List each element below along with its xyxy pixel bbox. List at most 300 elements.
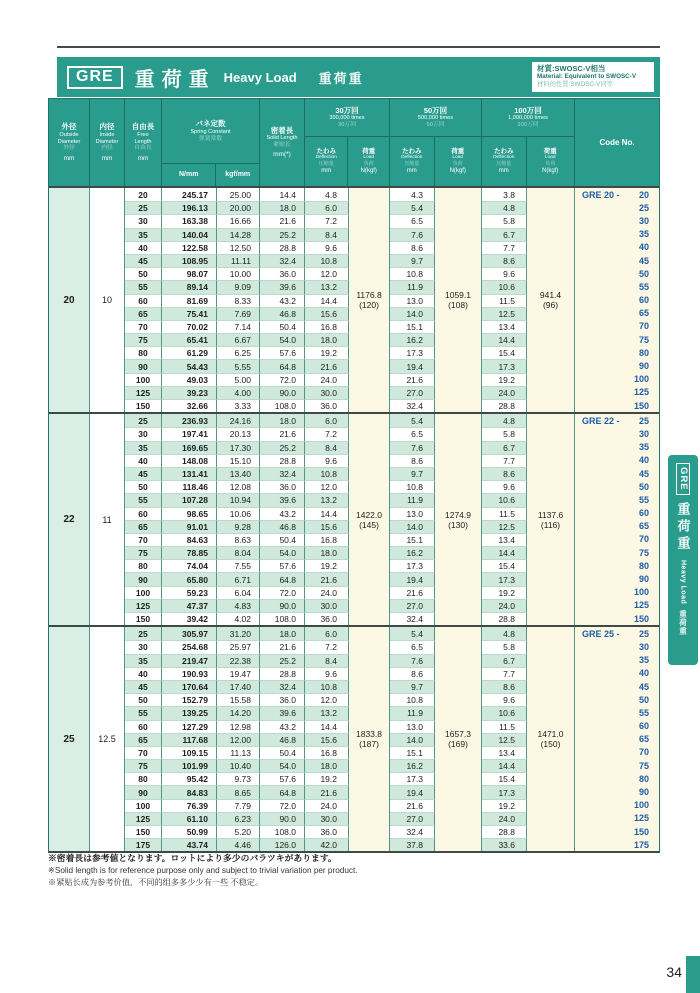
od-en1: Outside bbox=[59, 131, 79, 138]
spring-constant-n-cell: 152.79 bbox=[162, 693, 217, 706]
deflection-1m-cell: 13.4 bbox=[482, 746, 527, 759]
solid-length-cell: 32.4 bbox=[260, 254, 305, 267]
id-en2: Diameter bbox=[95, 138, 119, 145]
col-header-free-length bbox=[125, 99, 162, 186]
spring-constant-kgf-cell: 4.00 bbox=[217, 386, 260, 399]
load-1m-cell-value: 941.4 bbox=[539, 289, 562, 300]
free-length-cell: 35 bbox=[125, 441, 162, 454]
deflection-1m-cell: 28.8 bbox=[482, 825, 527, 838]
deflection-500k-cell: 11.9 bbox=[390, 280, 435, 293]
deflection-300k-cell: 13.2 bbox=[305, 493, 349, 506]
free-length-cell: 30 bbox=[125, 640, 162, 653]
code-suffix: 35 bbox=[638, 442, 649, 453]
load-500k-cell-kgf: (108) bbox=[448, 300, 468, 311]
deflection-500k-cell: 17.3 bbox=[390, 772, 435, 785]
solid-length-cell: 21.6 bbox=[260, 214, 305, 227]
code-suffix: 125 bbox=[633, 600, 649, 611]
load-jp: 荷重 bbox=[362, 147, 376, 155]
code-suffix: 45 bbox=[638, 255, 649, 266]
deflection-300k-cell: 16.8 bbox=[305, 533, 349, 546]
cyc500-en: 500,000 times bbox=[417, 115, 454, 122]
od-cell: 22 bbox=[49, 414, 90, 625]
deflection-500k-cell: 8.6 bbox=[390, 241, 435, 254]
load-unit: N(kgf) bbox=[542, 168, 559, 175]
deflection-500k-cell: 15.1 bbox=[390, 320, 435, 333]
spring-constant-kgf-cell: 14.28 bbox=[217, 228, 260, 241]
load-unit: N(kgf) bbox=[360, 168, 377, 175]
side-tab-title-cn: 重荷重 bbox=[678, 609, 688, 636]
spring-constant-kgf-cell: 7.14 bbox=[217, 320, 260, 333]
code-cell bbox=[575, 480, 659, 493]
code-cell bbox=[575, 359, 659, 372]
deflection-1m-cell: 7.7 bbox=[482, 667, 527, 680]
load-500k-cell-value: 1059.1 bbox=[445, 289, 471, 300]
col-header-outside-diameter bbox=[49, 99, 90, 186]
load-300k-cell bbox=[349, 627, 390, 851]
deflection-500k-cell: 6.5 bbox=[390, 214, 435, 227]
solid-length-cell: 126.0 bbox=[260, 838, 305, 851]
spring-constant-n-cell: 81.69 bbox=[162, 294, 217, 307]
deflection-1m-cell: 15.4 bbox=[482, 772, 527, 785]
deflection-500k-cell: 37.8 bbox=[390, 838, 435, 851]
spring-constant-kgf-cell: 13.40 bbox=[217, 467, 260, 480]
cyc1m-jp: 100万回 bbox=[514, 105, 542, 115]
deflection-1m-cell: 11.5 bbox=[482, 507, 527, 520]
free-unit: mm bbox=[137, 154, 149, 162]
spring-constant-kgf-cell: 10.40 bbox=[217, 759, 260, 772]
spring-constant-kgf-cell: 8.33 bbox=[217, 294, 260, 307]
deflection-300k-cell: 9.6 bbox=[305, 454, 349, 467]
material-line-cn: 材料的性質:SWOSC-V同等 bbox=[537, 81, 613, 89]
load-en: Load bbox=[363, 155, 375, 161]
spring-constant-kgf-cell: 17.40 bbox=[217, 680, 260, 693]
code-suffix: 150 bbox=[633, 613, 649, 624]
solid-length-cell: 28.8 bbox=[260, 454, 305, 467]
code-suffix: 55 bbox=[638, 494, 649, 505]
deflection-300k-cell: 21.6 bbox=[305, 572, 349, 585]
spring-constant-kgf-cell: 16.66 bbox=[217, 214, 260, 227]
code-suffix: 50 bbox=[638, 268, 649, 279]
spring-constant-kgf-cell: 10.00 bbox=[217, 267, 260, 280]
code-cell bbox=[575, 746, 659, 759]
top-rule bbox=[57, 46, 660, 48]
solid-length-cell: 36.0 bbox=[260, 267, 305, 280]
deflection-300k-cell: 36.0 bbox=[305, 612, 349, 625]
free-length-cell: 90 bbox=[125, 359, 162, 372]
size-group-od-25 bbox=[49, 625, 659, 851]
solid-length-cell: 25.2 bbox=[260, 441, 305, 454]
free-length-cell: 25 bbox=[125, 414, 162, 427]
code-suffix: 70 bbox=[638, 747, 649, 758]
free-length-cell: 80 bbox=[125, 559, 162, 572]
deflection-1m-cell: 14.4 bbox=[482, 546, 527, 559]
side-tab-series-badge: GRE bbox=[676, 463, 690, 495]
free-length-cell: 25 bbox=[125, 627, 162, 640]
solid-length-cell: 32.4 bbox=[260, 467, 305, 480]
deflection-300k-cell: 6.0 bbox=[305, 627, 349, 640]
title-band bbox=[57, 57, 660, 97]
free-cn: 自由長 bbox=[134, 145, 152, 152]
solid-en: Solid Length bbox=[266, 135, 298, 142]
code-suffix: 125 bbox=[633, 813, 649, 824]
deflection-1m-cell: 14.4 bbox=[482, 759, 527, 772]
spring-constant-kgf-cell: 10.06 bbox=[217, 507, 260, 520]
spring-constant-kgf-cell: 25.97 bbox=[217, 640, 260, 653]
spring-constant-n-cell: 98.07 bbox=[162, 267, 217, 280]
spring-constant-n-cell: 65.41 bbox=[162, 333, 217, 346]
deflection-1m-cell: 19.2 bbox=[482, 799, 527, 812]
spring-cn: 弹簧常数 bbox=[198, 135, 223, 142]
load-300k-cell bbox=[349, 414, 390, 625]
cyc500-cn: 50万回 bbox=[426, 122, 445, 129]
free-length-cell: 100 bbox=[125, 586, 162, 599]
page-title-cn: 重荷重 bbox=[318, 70, 364, 86]
deflection-1m-cell: 12.5 bbox=[482, 733, 527, 746]
spring-constant-kgf-cell: 12.00 bbox=[217, 733, 260, 746]
solid-length-cell: 39.6 bbox=[260, 493, 305, 506]
spring-constant-kgf-cell: 12.98 bbox=[217, 720, 260, 733]
code-cell bbox=[575, 667, 659, 680]
solid-length-cell: 36.0 bbox=[260, 693, 305, 706]
deflection-1m-cell: 13.4 bbox=[482, 320, 527, 333]
code-suffix: 65 bbox=[638, 521, 649, 532]
code-suffix: 75 bbox=[638, 547, 649, 558]
spring-constant-kgf-cell: 10.94 bbox=[217, 493, 260, 506]
deflection-1m-cell: 9.6 bbox=[482, 267, 527, 280]
code-cell bbox=[575, 825, 659, 838]
spring-constant-n-cell: 75.41 bbox=[162, 307, 217, 320]
solid-length-cell: 32.4 bbox=[260, 680, 305, 693]
deflection-300k-cell: 6.0 bbox=[305, 414, 349, 427]
deflection-500k-cell: 6.5 bbox=[390, 427, 435, 440]
spring-constant-n-cell: 148.08 bbox=[162, 454, 217, 467]
table-header bbox=[49, 99, 659, 188]
deflection-500k-cell: 17.3 bbox=[390, 346, 435, 359]
deflection-1m-cell: 8.6 bbox=[482, 467, 527, 480]
load-300k-cell-kgf: (187) bbox=[359, 739, 379, 750]
deflection-1m-cell: 10.6 bbox=[482, 280, 527, 293]
code-suffix: 60 bbox=[638, 721, 649, 732]
code-suffix: 50 bbox=[638, 481, 649, 492]
subheader-load-500k bbox=[435, 137, 481, 186]
deflection-500k-cell: 19.4 bbox=[390, 359, 435, 372]
spring-constant-n-cell: 84.63 bbox=[162, 533, 217, 546]
solid-length-cell: 90.0 bbox=[260, 599, 305, 612]
deflection-500k-cell: 17.3 bbox=[390, 559, 435, 572]
spring-constant-kgf-cell: 8.63 bbox=[217, 533, 260, 546]
deflection-300k-cell: 8.4 bbox=[305, 654, 349, 667]
code-cell bbox=[575, 228, 659, 241]
load-cn: 负荷 bbox=[363, 161, 374, 168]
free-length-cell: 175 bbox=[125, 838, 162, 851]
code-cell bbox=[575, 201, 659, 214]
spring-constant-n-cell: 61.10 bbox=[162, 812, 217, 825]
code-suffix: 45 bbox=[638, 468, 649, 479]
spring-constant-kgf-cell: 11.13 bbox=[217, 746, 260, 759]
spring-constant-kgf-cell: 7.69 bbox=[217, 307, 260, 320]
free-length-cell: 75 bbox=[125, 333, 162, 346]
deflection-300k-cell: 10.8 bbox=[305, 680, 349, 693]
deflection-300k-cell: 19.2 bbox=[305, 772, 349, 785]
spring-constant-n-cell: 76.39 bbox=[162, 799, 217, 812]
spring-constant-n-cell: 65.80 bbox=[162, 572, 217, 585]
deflection-300k-cell: 7.2 bbox=[305, 640, 349, 653]
load-500k-cell bbox=[435, 188, 482, 412]
deflection-500k-cell: 7.6 bbox=[390, 654, 435, 667]
id-jp: 内径 bbox=[99, 122, 115, 132]
deflection-300k-cell: 8.4 bbox=[305, 441, 349, 454]
spring-constant-kgf-cell: 6.67 bbox=[217, 333, 260, 346]
spring-constant-kgf-cell: 4.02 bbox=[217, 612, 260, 625]
code-suffix: 30 bbox=[638, 428, 649, 439]
spring-constant-n-cell: 50.99 bbox=[162, 825, 217, 838]
id-en1: Inside bbox=[99, 131, 115, 138]
solid-length-cell: 57.6 bbox=[260, 346, 305, 359]
code-cell bbox=[575, 733, 659, 746]
series-badge: GRE bbox=[67, 66, 123, 89]
side-tab-title-en: Heavy Load bbox=[679, 559, 687, 604]
solid-length-cell: 57.6 bbox=[260, 559, 305, 572]
solid-length-cell: 43.2 bbox=[260, 720, 305, 733]
cyc1m-cn: 100万回 bbox=[517, 122, 539, 129]
id-unit: mm bbox=[101, 154, 113, 162]
od-jp: 外径 bbox=[61, 122, 77, 132]
od-unit: mm bbox=[63, 154, 75, 162]
load-300k-cell-kgf: (145) bbox=[359, 519, 379, 530]
code-suffix: 80 bbox=[638, 560, 649, 571]
free-length-cell: 70 bbox=[125, 533, 162, 546]
table-body bbox=[49, 188, 659, 851]
deflection-1m-cell: 15.4 bbox=[482, 559, 527, 572]
subheader-load-1m bbox=[527, 137, 574, 186]
free-length-cell: 40 bbox=[125, 241, 162, 254]
code-cell bbox=[575, 399, 659, 412]
spring-en: Spring Constant bbox=[190, 128, 231, 135]
free-length-cell: 70 bbox=[125, 746, 162, 759]
solid-length-cell: 43.2 bbox=[260, 507, 305, 520]
deflection-300k-cell: 15.6 bbox=[305, 307, 349, 320]
deflection-300k-cell: 21.6 bbox=[305, 359, 349, 372]
deflection-1m-cell: 9.6 bbox=[482, 693, 527, 706]
code-cell bbox=[575, 533, 659, 546]
solid-length-cell: 72.0 bbox=[260, 373, 305, 386]
spring-constant-kgf-cell: 19.47 bbox=[217, 667, 260, 680]
deflection-1m-cell: 4.8 bbox=[482, 627, 527, 640]
free-length-cell: 55 bbox=[125, 493, 162, 506]
material-line-jp: 材質:SWOSC-V相当 bbox=[537, 64, 606, 73]
col-header-inside-diameter bbox=[90, 99, 125, 186]
deflection-500k-cell: 27.0 bbox=[390, 386, 435, 399]
free-length-cell: 50 bbox=[125, 267, 162, 280]
free-length-cell: 70 bbox=[125, 320, 162, 333]
spring-constant-n-cell: 32.66 bbox=[162, 399, 217, 412]
deflection-1m-cell: 8.6 bbox=[482, 254, 527, 267]
deflection-1m-cell: 6.7 bbox=[482, 228, 527, 241]
spring-constant-n-cell: 131.41 bbox=[162, 467, 217, 480]
deflection-1m-cell: 10.6 bbox=[482, 706, 527, 719]
deflection-500k-cell: 13.0 bbox=[390, 507, 435, 520]
deflection-1m-cell: 5.8 bbox=[482, 640, 527, 653]
deflection-300k-cell: 15.6 bbox=[305, 733, 349, 746]
load-300k-cell-value: 1176.8 bbox=[356, 289, 382, 300]
load-500k-cell bbox=[435, 414, 482, 625]
cyc1m-en: 1,000,000 times bbox=[508, 115, 548, 122]
load-1m-cell-value: 1137.6 bbox=[537, 509, 564, 520]
code-cell bbox=[575, 799, 659, 812]
spring-constant-kgf-cell: 20.00 bbox=[217, 201, 260, 214]
deflection-1m-cell: 14.4 bbox=[482, 333, 527, 346]
cyc300-jp: 30万回 bbox=[335, 105, 359, 115]
solid-length-cell: 57.6 bbox=[260, 772, 305, 785]
spring-jp: バネ定数 bbox=[195, 119, 226, 129]
code-cell bbox=[575, 280, 659, 293]
free-length-cell: 150 bbox=[125, 399, 162, 412]
free-length-cell: 45 bbox=[125, 254, 162, 267]
solid-length-cell: 108.0 bbox=[260, 612, 305, 625]
deflection-1m-cell: 17.3 bbox=[482, 785, 527, 798]
deflection-1m-cell: 3.8 bbox=[482, 188, 527, 201]
deflection-300k-cell: 14.4 bbox=[305, 507, 349, 520]
code-cell bbox=[575, 785, 659, 798]
solid-length-cell: 28.8 bbox=[260, 667, 305, 680]
spring-constant-n-cell: 54.43 bbox=[162, 359, 217, 372]
deflection-1m-cell: 5.8 bbox=[482, 427, 527, 440]
deflection-300k-cell: 10.8 bbox=[305, 467, 349, 480]
od-en2: Diameter bbox=[57, 138, 81, 145]
material-box bbox=[532, 62, 654, 92]
code-cell bbox=[575, 320, 659, 333]
code-suffix: 70 bbox=[638, 321, 649, 332]
spring-constant-n-cell: 39.42 bbox=[162, 612, 217, 625]
id-cell: 10 bbox=[90, 188, 125, 412]
code-suffix: 50 bbox=[638, 694, 649, 705]
free-length-cell: 90 bbox=[125, 572, 162, 585]
code-cell bbox=[575, 254, 659, 267]
load-en: Load bbox=[544, 155, 556, 161]
code-cell bbox=[575, 772, 659, 785]
code-cell bbox=[575, 188, 659, 201]
spring-constant-n-cell: 43.74 bbox=[162, 838, 217, 851]
code-suffix: 175 bbox=[633, 839, 649, 850]
load-300k-cell-kgf: (120) bbox=[359, 300, 379, 311]
load-500k-cell bbox=[435, 627, 482, 851]
free-en1: Free bbox=[137, 131, 149, 138]
code-suffix: 60 bbox=[638, 295, 649, 306]
deflection-300k-cell: 14.4 bbox=[305, 294, 349, 307]
free-en2: Length bbox=[134, 138, 152, 145]
code-suffix: 55 bbox=[638, 281, 649, 292]
load-1m-cell-kgf: (150) bbox=[540, 739, 561, 750]
solid-length-cell: 90.0 bbox=[260, 386, 305, 399]
deflection-1m-cell: 28.8 bbox=[482, 399, 527, 412]
spring-constant-kgf-cell: 24.16 bbox=[217, 414, 260, 427]
spring-unit-n: N/mm bbox=[162, 164, 216, 186]
id-cell: 11 bbox=[90, 414, 125, 625]
deflection-500k-cell: 9.7 bbox=[390, 254, 435, 267]
deflection-500k-cell: 11.9 bbox=[390, 706, 435, 719]
col-header-cycles-500k bbox=[390, 99, 482, 186]
size-group-od-22 bbox=[49, 412, 659, 625]
defl-jp: たわみ bbox=[494, 147, 514, 155]
code-cell bbox=[575, 427, 659, 440]
solid-length-cell: 108.0 bbox=[260, 825, 305, 838]
solid-length-cell: 25.2 bbox=[260, 654, 305, 667]
deflection-300k-cell: 7.2 bbox=[305, 427, 349, 440]
deflection-1m-cell: 4.8 bbox=[482, 414, 527, 427]
spring-constant-kgf-cell: 9.28 bbox=[217, 520, 260, 533]
deflection-300k-cell: 19.2 bbox=[305, 559, 349, 572]
free-length-cell: 60 bbox=[125, 720, 162, 733]
code-suffix: 20 bbox=[638, 189, 649, 200]
side-tab-title-jp: 重荷重 bbox=[675, 501, 691, 553]
free-length-cell: 45 bbox=[125, 467, 162, 480]
spring-constant-kgf-cell: 7.55 bbox=[217, 559, 260, 572]
spring-constant-n-cell: 127.29 bbox=[162, 720, 217, 733]
solid-length-cell: 50.4 bbox=[260, 533, 305, 546]
load-1m-cell bbox=[527, 627, 575, 851]
free-length-cell: 20 bbox=[125, 188, 162, 201]
spring-constant-n-cell: 101.99 bbox=[162, 759, 217, 772]
deflection-500k-cell: 9.7 bbox=[390, 680, 435, 693]
code-suffix: 70 bbox=[638, 534, 649, 545]
deflection-1m-cell: 24.0 bbox=[482, 599, 527, 612]
deflection-1m-cell: 7.7 bbox=[482, 241, 527, 254]
deflection-500k-cell: 14.0 bbox=[390, 733, 435, 746]
free-jp: 自由長 bbox=[131, 122, 155, 132]
footnote-jp: ※密着長は参考値となります。ロットにより多少のバラツキがあります。 bbox=[48, 853, 337, 863]
free-length-cell: 100 bbox=[125, 373, 162, 386]
deflection-500k-cell: 32.4 bbox=[390, 612, 435, 625]
code-suffix: 30 bbox=[638, 641, 649, 652]
free-length-cell: 55 bbox=[125, 280, 162, 293]
spring-constant-kgf-cell: 22.38 bbox=[217, 654, 260, 667]
spring-constant-n-cell: 49.03 bbox=[162, 373, 217, 386]
code-prefix: GRE 25 - bbox=[582, 628, 620, 639]
solid-length-cell: 64.8 bbox=[260, 359, 305, 372]
load-en: Load bbox=[452, 155, 464, 161]
material-line-en: Material: Equivalent to SWOSC-V bbox=[537, 73, 637, 81]
side-tab bbox=[668, 455, 698, 665]
deflection-300k-cell: 9.6 bbox=[305, 667, 349, 680]
code-cell bbox=[575, 467, 659, 480]
deflection-500k-cell: 16.2 bbox=[390, 759, 435, 772]
cyc300-cn: 30万回 bbox=[337, 122, 357, 129]
free-length-cell: 25 bbox=[125, 201, 162, 214]
spring-constant-n-cell: 59.23 bbox=[162, 586, 217, 599]
deflection-1m-cell: 11.5 bbox=[482, 294, 527, 307]
solid-length-cell: 54.0 bbox=[260, 333, 305, 346]
spring-constant-n-cell: 117.68 bbox=[162, 733, 217, 746]
deflection-500k-cell: 14.0 bbox=[390, 520, 435, 533]
free-length-cell: 80 bbox=[125, 772, 162, 785]
code-suffix: 80 bbox=[638, 773, 649, 784]
deflection-500k-cell: 21.6 bbox=[390, 799, 435, 812]
load-500k-cell-kgf: (169) bbox=[448, 739, 468, 750]
code-suffix: 80 bbox=[638, 347, 649, 358]
deflection-300k-cell: 8.4 bbox=[305, 228, 349, 241]
code-prefix: GRE 22 - bbox=[582, 415, 620, 426]
spring-constant-n-cell: 139.25 bbox=[162, 706, 217, 719]
deflection-300k-cell: 18.0 bbox=[305, 546, 349, 559]
free-length-cell: 50 bbox=[125, 693, 162, 706]
solid-length-cell: 46.8 bbox=[260, 307, 305, 320]
defl-cn: 压缩量 bbox=[496, 161, 512, 168]
spring-constant-n-cell: 39.23 bbox=[162, 386, 217, 399]
code-suffix: 100 bbox=[633, 800, 649, 811]
code-cell bbox=[575, 241, 659, 254]
free-length-cell: 50 bbox=[125, 480, 162, 493]
corner-block bbox=[686, 956, 700, 993]
